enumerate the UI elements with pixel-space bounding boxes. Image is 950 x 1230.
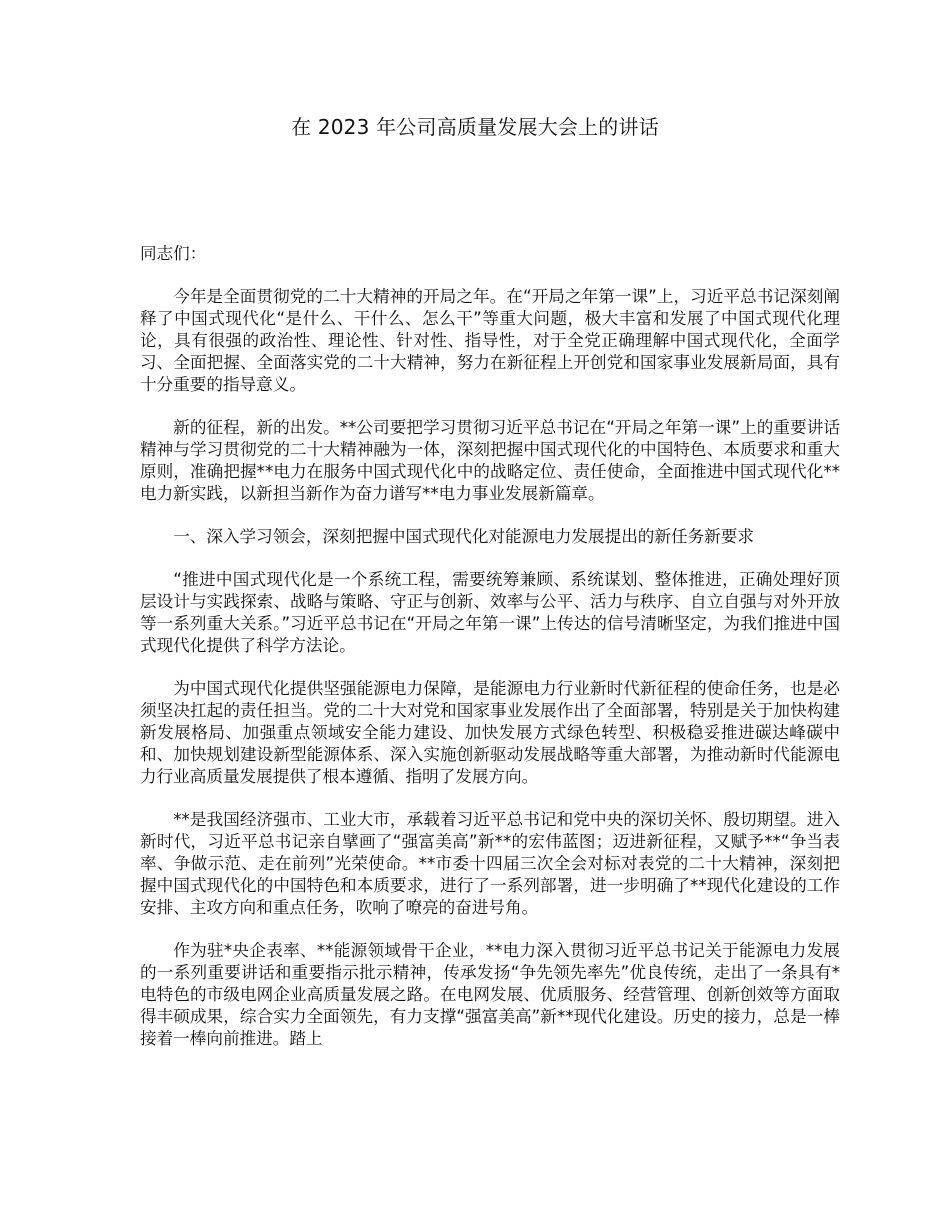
paragraph-5: **是我国经济强市、工业大市，承载着习近平总书记和党中央的深切关怀、殷切期望。进入新时代，习近平总书记亲自擘画了“强富美高”新**的宏伟蓝图；迈进新征程，又赋予**“争当表率、争做示范、走在前列”光荣使命。**市委十四届三次全会对标对表党的二十大精神，深刻把握中国式现代化的中国特色和本质要求，进行了一系列部署，进一步明确了**现代化建设的工作安排、主攻方向和重点任务，吹响了嘹亮的奋进号角。: [140, 810, 840, 917]
section-heading-1: 一、深入学习领会，深刻把握中国式现代化对能源电力发展提出的新任务新要求: [173, 527, 754, 546]
salutation: 同志们：: [140, 244, 207, 263]
paragraph-1: 今年是全面贯彻党的二十大精神的开局之年。在“开局之年第一课”上，习近平总书记深刻阐释了中国式现代化“是什么、干什么、怎么干”等重大问题，极大丰富和发展了中国式现代化理论，具有很强的政治性、理论性、针对性、指导性，对于全党正确理解中国式现代化，全面学习、全面把握、全面落实党的二十大精神，努力在新征程上开创党和国家事业发展新局面，具有十分重要的指导意义。: [140, 287, 840, 394]
paragraph-2: 新的征程，新的出发。**公司要把学习贯彻习近平总书记在“开局之年第一课”上的重要讲话精神与学习贯彻党的二十大精神融为一体，深刻把握中国式现代化的中国特色、本质要求和重大原则，准确把握**电力在服务中国式现代化中的战略定位、责任使命，全面推进中国式现代化**电力新实践，以新担当新作为奋力谱写**电力事业发展新篇章。: [140, 418, 840, 503]
document-body: [140, 243, 840, 1071]
paragraph-3: “推进中国式现代化是一个系统工程，需要统筹兼顾、系统谋划、整体推进，正确处理好顶层设计与实践探索、战略与策略、守正与创新、效率与公平、活力与秩序、自立自强与对外开放等一系列重大关系。”习近平总书记在“开局之年第一课”上传达的信号清晰坚定，为我们推进中国式现代化提供了科学方法论。: [140, 570, 840, 655]
paragraph-4: 为中国式现代化提供坚强能源电力保障，是能源电力行业新时代新征程的使命任务，也是必须坚决扛起的责任担当。党的二十大对党和国家事业发展作出了全面部署，特别是关于加快构建新发展格局、加强重点领域安全能力建设、加快发展方式绿色转型、积极稳妥推进碳达峰碳中和、加快规划建设新型能源体系、深入实施创新驱动发展战略等重大部署，为推动新时代能源电力行业高质量发展提供了根本遵循、指明了发展方向。: [140, 679, 840, 786]
paragraph-6: 作为驻*央企表率、**能源领域骨干企业，**电力深入贯彻习近平总书记关于能源电力发展的一系列重要讲话和重要指示批示精神，传承发扬“争先领先率先”优良传统，走出了一条具有*电特色的市级电网企业高质量发展之路。在电网发展、优质服务、经营管理、创新创效等方面取得丰硕成果，综合实力全面领先，有力支撑“强富美高”新**现代化建设。历史的接力，总是一棒接着一棒向前推进。踏上: [140, 941, 840, 1048]
document-title: 在 2023 年公司高质量发展大会上的讲话: [291, 115, 659, 139]
